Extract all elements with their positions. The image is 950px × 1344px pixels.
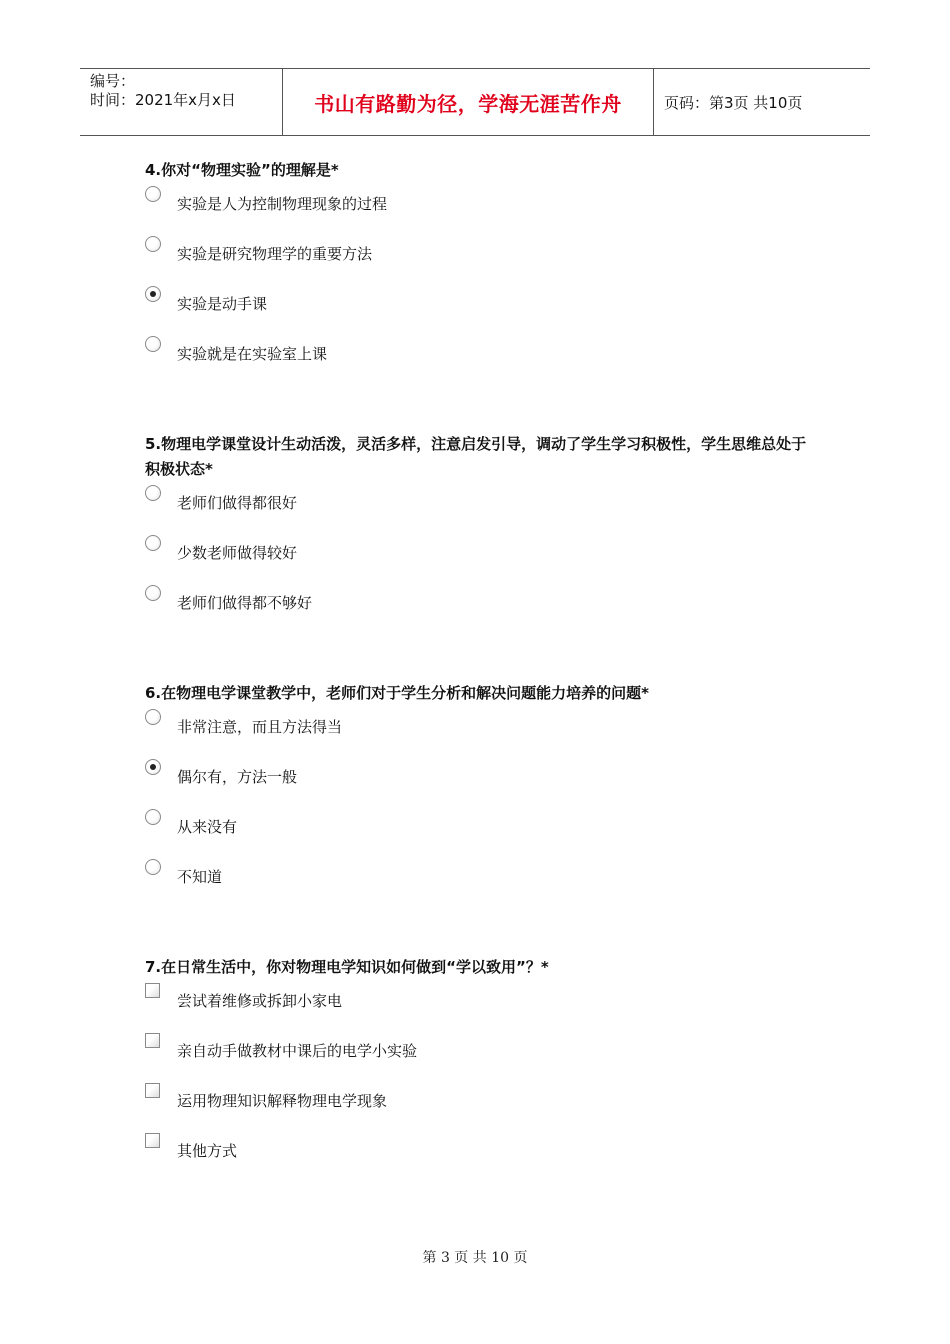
option-label: 从来没有: [177, 818, 238, 836]
footer-page-number: 第 3 页 共 10 页: [422, 1250, 528, 1266]
question-6: [145, 681, 825, 909]
radio-button-selected[interactable]: [145, 759, 161, 775]
option-item[interactable]: [145, 983, 825, 1033]
page-header: [80, 68, 870, 136]
option-item[interactable]: [145, 535, 825, 585]
motto-text: 书山有路勤为径，学海无涯苦作舟: [314, 91, 622, 116]
option-label: 不知道: [177, 868, 223, 886]
option-label: 少数老师做得较好: [177, 544, 298, 562]
header-motto-cell: [282, 69, 654, 135]
radio-button-selected[interactable]: [145, 286, 161, 302]
option-label: 实验是研究物理学的重要方法: [177, 245, 373, 263]
radio-button[interactable]: [145, 709, 161, 725]
option-item[interactable]: [145, 759, 825, 809]
option-label: 实验就是在实验室上课: [177, 345, 328, 363]
option-label: 其他方式: [177, 1142, 238, 1160]
option-label: 老师们做得都很好: [177, 494, 298, 512]
date-label: 时间：2021年x月x日: [90, 91, 236, 109]
page-info-text: 页码：第3页 共10页: [664, 93, 803, 112]
radio-button[interactable]: [145, 485, 161, 501]
question-4: [145, 158, 825, 386]
option-item[interactable]: [145, 809, 825, 859]
option-item[interactable]: [145, 1083, 825, 1133]
option-item[interactable]: [145, 1033, 825, 1083]
radio-button[interactable]: [145, 186, 161, 202]
question-title: 5.物理电学课堂设计生动活泼，灵活多样，注意启发引导，调动了学生学习积极性，学生思维总处于积极状态*: [145, 435, 807, 478]
option-label: 运用物理知识解释物理电学现象: [177, 1092, 388, 1110]
option-label: 实验是人为控制物理现象的过程: [177, 195, 388, 213]
page-footer: [0, 1247, 950, 1267]
option-item[interactable]: [145, 186, 825, 236]
question-title: 4.你对“物理实验”的理解是*: [145, 161, 339, 179]
option-label: 亲自动手做教材中课后的电学小实验: [177, 1042, 418, 1060]
option-label: 老师们做得都不够好: [177, 594, 313, 612]
option-item[interactable]: [145, 286, 825, 336]
option-label: 非常注意，而且方法得当: [177, 718, 343, 736]
radio-button[interactable]: [145, 809, 161, 825]
header-meta: [80, 69, 282, 135]
radio-button[interactable]: [145, 859, 161, 875]
option-item[interactable]: [145, 709, 825, 759]
question-title: 6.在物理电学课堂教学中，老师们对于学生分析和解决问题能力培养的问题*: [145, 684, 649, 702]
option-item[interactable]: [145, 585, 825, 635]
question-title: 7.在日常生活中，你对物理电学知识如何做到“学以致用”？*: [145, 958, 549, 976]
checkbox[interactable]: [145, 1133, 160, 1148]
checkbox[interactable]: [145, 1033, 160, 1048]
radio-button[interactable]: [145, 585, 161, 601]
radio-button[interactable]: [145, 236, 161, 252]
code-label: 编号：: [90, 72, 136, 90]
option-item[interactable]: [145, 336, 825, 386]
option-item[interactable]: [145, 236, 825, 286]
question-7: [145, 955, 825, 1183]
checkbox[interactable]: [145, 1083, 160, 1098]
question-5: [145, 432, 825, 635]
radio-button[interactable]: [145, 535, 161, 551]
option-item[interactable]: [145, 1133, 825, 1183]
option-label: 偶尔有，方法一般: [177, 768, 298, 786]
option-label: 尝试着维修或拆卸小家电: [177, 992, 343, 1010]
option-label: 实验是动手课: [177, 295, 268, 313]
option-item[interactable]: [145, 485, 825, 535]
header-page-info: [654, 69, 870, 135]
checkbox[interactable]: [145, 983, 160, 998]
radio-button[interactable]: [145, 336, 161, 352]
option-item[interactable]: [145, 859, 825, 909]
